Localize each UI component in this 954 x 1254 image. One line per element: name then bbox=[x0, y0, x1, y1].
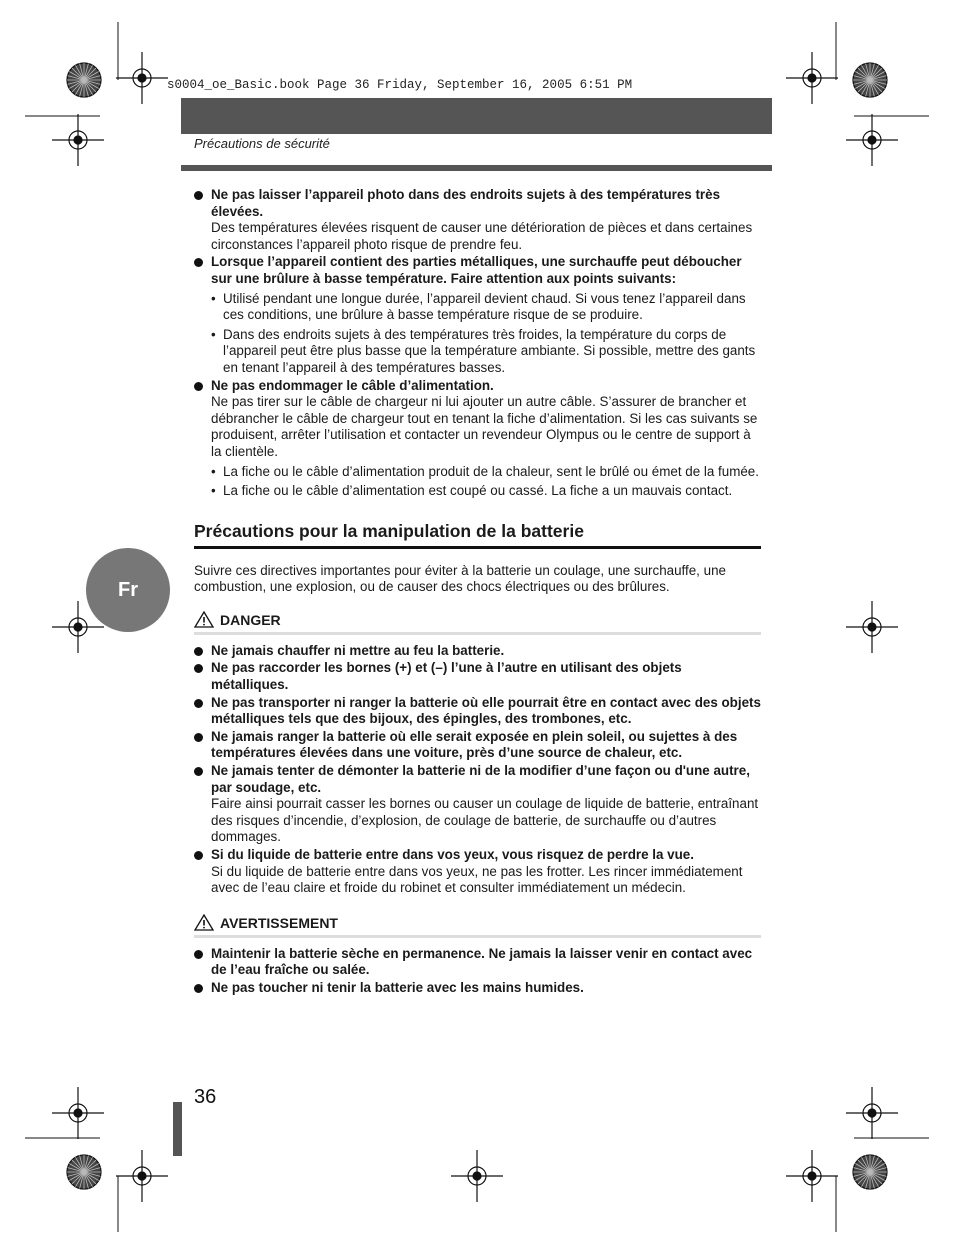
page-content bbox=[194, 187, 761, 997]
page-number-bar bbox=[173, 1102, 182, 1156]
bullet-body: Si du liquide de batterie entre dans vos yeux, ne pas les frotter. Les rincer immédiatement avec de l’eau claire et froide du robinet et consulter immédiatement un médecin. bbox=[211, 863, 743, 896]
bullet-heading: Ne pas laisser l’appareil photo dans des endroits sujets à des températures très élevées. bbox=[211, 187, 721, 219]
bullet-item bbox=[194, 660, 761, 693]
printer-slug: s0004_oe_Basic.book Page 36 Friday, September 16, 2005 6:51 PM bbox=[167, 78, 633, 92]
bullet-item bbox=[194, 695, 761, 728]
page-number: 36 bbox=[194, 1086, 217, 1108]
bullet-body: Ne pas tirer sur le câble de chargeur ni lui ajouter un autre câble. S’assurer de brancher et débrancher le câble de chargeur tout en tenant la fiche d’alimentation. Si les cas suivants se produisent, arrêter l’utilisation et contacter un revendeur Olympus ou le centre de support à la clientèle. bbox=[211, 394, 758, 459]
bullet-body: Faire ainsi pourrait casser les bornes ou causer un coulage de liquide de batterie, entraînant des risques d’incendie, d’explosion, de coulage de batterie, de surchauffe ou d’autres dommages. bbox=[211, 796, 759, 845]
battery-section-title: Précautions pour la manipulation de la batterie bbox=[194, 520, 761, 549]
bullet-heading: Ne pas endommager le câble d’alimentation. bbox=[211, 377, 494, 393]
bullet-item bbox=[194, 187, 761, 253]
bullet-body: Des températures élevées risquent de causer une détérioration de pièces et dans certaines circonstances l’appareil photo risque de prendre feu. bbox=[211, 220, 753, 252]
warning-heading bbox=[194, 913, 761, 938]
bullet-item bbox=[194, 847, 761, 897]
header-bar bbox=[181, 98, 772, 134]
danger-label: DANGER bbox=[220, 611, 281, 628]
bullet-heading: Ne jamais ranger la batterie où elle serait exposée en plein soleil, ou sujettes à des températures élevées dans une voiture, près d’une source de chaleur, etc. bbox=[211, 728, 738, 761]
general-list bbox=[194, 187, 761, 500]
danger-heading bbox=[194, 610, 761, 635]
bullet-item bbox=[194, 763, 761, 846]
bullet-item bbox=[194, 729, 761, 762]
bullet-item bbox=[194, 378, 761, 461]
sub-bullet-item: • La fiche ou le câble d’alimentation est coupé ou cassé. La fiche a un mauvais contact. bbox=[194, 483, 761, 500]
language-tab: Fr bbox=[86, 548, 170, 632]
bullet-item bbox=[194, 643, 761, 660]
bullet-heading: Ne pas transporter ni ranger la batterie où elle pourrait être en contact avec des objets métalliques tels que des bijoux, des épingles, des trombones, etc. bbox=[211, 694, 761, 727]
section-header: Précautions de sécurité bbox=[194, 136, 330, 151]
bullet-item bbox=[194, 254, 761, 287]
bullet-item bbox=[194, 946, 761, 979]
battery-intro: Suivre ces directives importantes pour éviter à la batterie un coulage, une surchauffe, une combustion, une explosion, ou de causer des chocs électriques ou des brûlures. bbox=[194, 562, 726, 595]
warning-triangle-icon bbox=[194, 914, 214, 931]
warning-triangle-icon bbox=[194, 611, 214, 628]
bullet-heading: Si du liquide de batterie entre dans vos yeux, vous risquez de perdre la vue. bbox=[211, 847, 694, 862]
bullet-heading: Ne jamais chauffer ni mettre au feu la batterie. bbox=[211, 642, 505, 658]
bullet-heading: Ne pas raccorder les bornes (+) et (–) l’une à l’autre en utilisant des objets métalliques. bbox=[211, 660, 682, 693]
sub-bullet-item: • Dans des endroits sujets à des températures très froides, la température du corps de l’appareil peut être plus basse que la température ambiante. Si possible, mettre des gants en tenant l’appareil à des températures basses. bbox=[194, 327, 761, 377]
sub-bullet-item: • Utilisé pendant une longue durée, l’appareil devient chaud. Si vous tenez l’appareil dans ces conditions, une brûlure à basse température risque de se produire. bbox=[194, 291, 761, 324]
bullet-heading: Maintenir la batterie sèche en permanence. Ne jamais la laisser venir en contact avec de l’eau fraîche ou salée. bbox=[211, 945, 753, 978]
bullet-heading: Lorsque l’appareil contient des parties métalliques, une surchauffe peut déboucher sur une brûlure à basse température. Faire attention aux points suivants: bbox=[211, 254, 742, 286]
bullet-heading: Ne jamais tenter de démonter la batterie ni de la modifier d’une façon ou d'une autre, par soudage, etc. bbox=[211, 763, 750, 795]
bullet-item bbox=[194, 980, 761, 997]
warning-label: AVERTISSEMENT bbox=[220, 914, 338, 931]
warning-list bbox=[194, 946, 761, 997]
header-rule bbox=[181, 165, 772, 171]
sub-bullet-item: • La fiche ou le câble d’alimentation produit de la chaleur, sent le brûlé ou émet de la fumée. bbox=[194, 464, 761, 481]
danger-list bbox=[194, 643, 761, 897]
bullet-heading: Ne pas toucher ni tenir la batterie avec les mains humides. bbox=[211, 979, 584, 995]
